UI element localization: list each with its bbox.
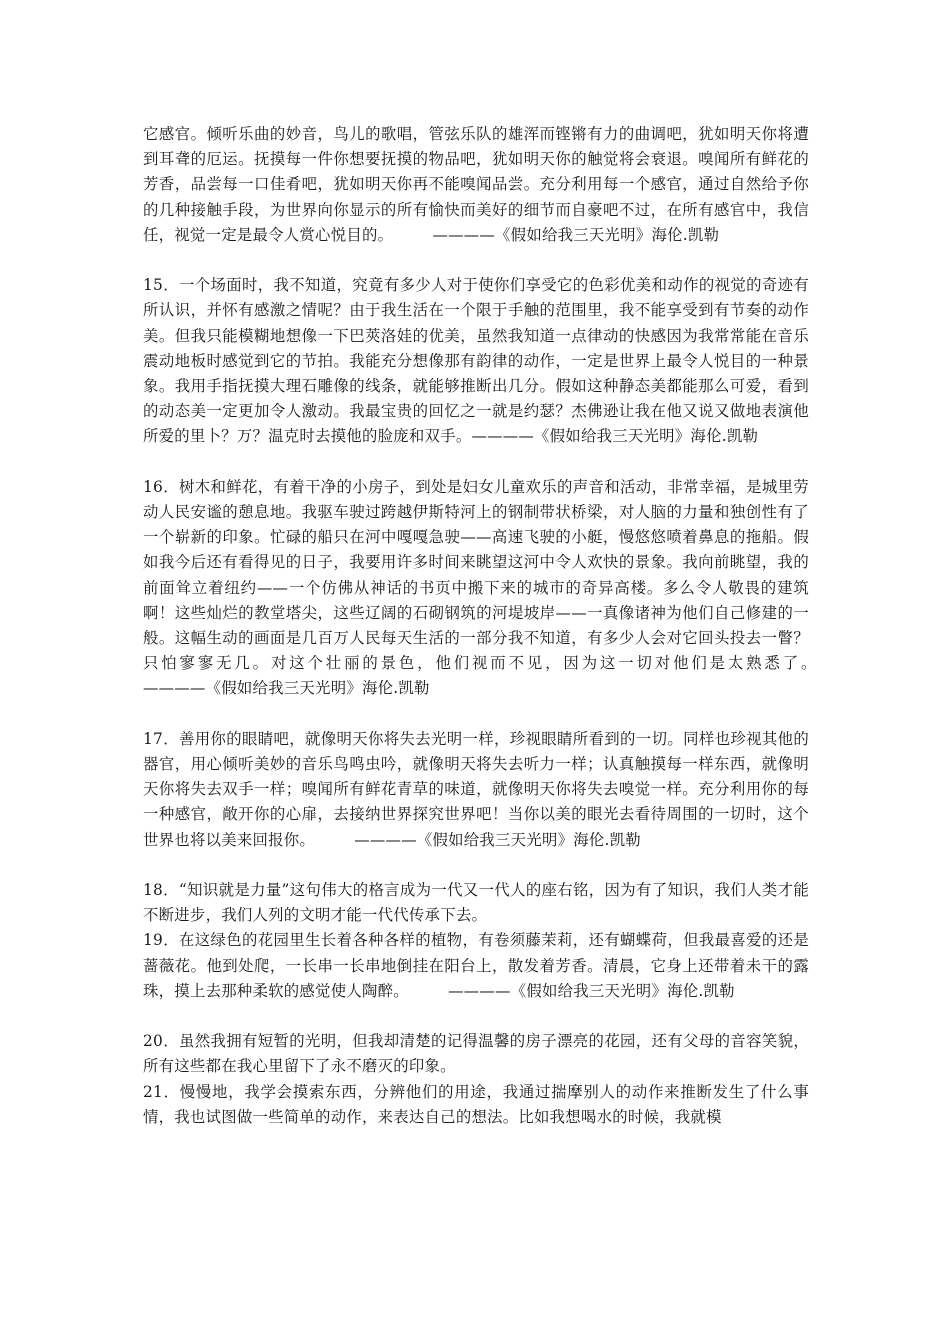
paragraph-gap: [143, 702, 809, 727]
paragraph-gap: [143, 248, 809, 273]
paragraph-17: 17．善用你的眼睛吧，就像明天你将失去光明一样，珍视眼睛所看到的一切。同样也珍视其他的器官，用心倾听美妙的音乐鸟鸣虫吟，就像明天将失去听力一样；认真触摸每一样东西，就像明天你将失去双手一样；嗅闻所有鲜花青草的味道，就像明天你将失去嗅觉一样。充分利用你的每一种感官，敞开你的心扉，去接纳世界探究世界吧！当你以美的眼光去看待周围的一切时，这个世界也将以美来回报你。 ————《假如给我三天光明》海伦.凯勒: [143, 729, 809, 849]
paragraph-16: 16．树木和鲜花，有着干净的小房子，到处是妇女儿童欢乐的声音和活动，非常幸福，是城里劳动人民安谧的憩息地。我驱车驶过跨越伊斯特河上的钢制带状桥梁，对人脑的力量和独创性有了一个崭新的印象。忙碌的船只在河中嘎嘎急驶——高速飞驶的小艇，慢悠悠喷着鼻息的拖船。假如我今后还有看得见的日子，我要用许多时间来眺望这河中令人欢快的景象。我向前眺望，我的前面耸立着纽约——一个仿佛从神话的书页中搬下来的城市的奇异高楼。多么令人敬畏的建筑啊！这些灿烂的教堂塔尖，这些辽阔的石砌钢筑的河堤坡岸——一真像诸神为他们自己修建的一般。这幅生动的画面是几百万人民每天生活的一部分我不知道，有多少人会对它回头投去一瞥？只怕寥寥无几。对这个壮丽的景色，他们视而不见，因为这一切对他们是太熟悉了。 ————《假如给我三天光明》海伦.凯勒: [143, 477, 856, 698]
paragraph-gap: [143, 450, 809, 475]
paragraph-19: 19．在这绿色的花园里生长着各种各样的植物，有卷须藤茉莉，还有蝴蝶荷，但我最喜爱的还是蔷薇花。他到处爬，一长串一长串地倒挂在阳台上，散发着芳香。清晨，它身上还带着未干的露珠，摸上去那种柔软的感觉使人陶醉。 ————《假如给我三天光明》海伦.凯勒: [143, 931, 809, 1000]
document-page: [143, 122, 856, 1130]
paragraph-continued: 它感官。倾听乐曲的妙音，鸟儿的歌唱，管弦乐队的雄浑而铿锵有力的曲调吧，犹如明天你将遭到耳聋的厄运。抚摸每一件你想要抚摸的物品吧，犹如明天你的触觉将会衰退。嗅闻所有鲜花的芳香，品尝每一口佳肴吧，犹如明天你再不能嗅闻品尝。充分利用每一个感官，通过自然给予你的几种接触手段，为世界向你显示的所有愉快而美好的细节而自豪吧不过，在所有感官中，我信任，视觉一定是最令人赏心悦目的。 ————《假如给我三天光明》海伦.凯勒: [143, 125, 809, 244]
paragraph-18: 18．“知识就是力量”这句伟大的格言成为一代又一代人的座右铭，因为有了知识，我们人类才能不断进步，我们人列的文明才能一代代传承下去。: [143, 881, 809, 925]
paragraph-15: 15．一个场面时，我不知道，究竟有多少人对于使你们享受它的色彩优美和动作的视觉的奇迹有所认识，并怀有感激之情呢？由于我生活在一个限于手触的范围里，我不能享受到有节奏的动作美。但我只能模糊地想像一下巴莢洛娃的优美，虽然我知道一点律动的快感因为我常常能在音乐震动地板时感觉到它的节拍。我能充分想像那有韵律的动作，一定是世界上最令人悦目的一种景象。我用手指抚摸大理石雕像的线条，就能够推断出几分。假如这种静态美都能那么可爱，看到的动态美一定更加令人激动。我最宝贵的回忆之一就是约瑟？杰佛逊让我在他又说又做地表演他所爱的里卜？万？温克时去摸他的脸庞和双手。————《假如给我三天光明》海伦.凯勒: [143, 276, 809, 446]
paragraph-20: 20．虽然我拥有短暂的光明，但我却清楚的记得温馨的房子漂亮的花园，还有父母的音容笑貌，所有这些都在我心里留下了永不磨灭的印象。: [143, 1032, 809, 1076]
paragraph-21: 21．慢慢地，我学会摸索东西，分辨他们的用途，我通过揣摩别人的动作来推断发生了什么事情，我也试图做一些简单的动作，来表达自己的想法。比如我想喝水的时候，我就模: [143, 1082, 809, 1126]
paragraph-gap: [143, 1004, 809, 1029]
paragraph-gap: [143, 853, 809, 878]
